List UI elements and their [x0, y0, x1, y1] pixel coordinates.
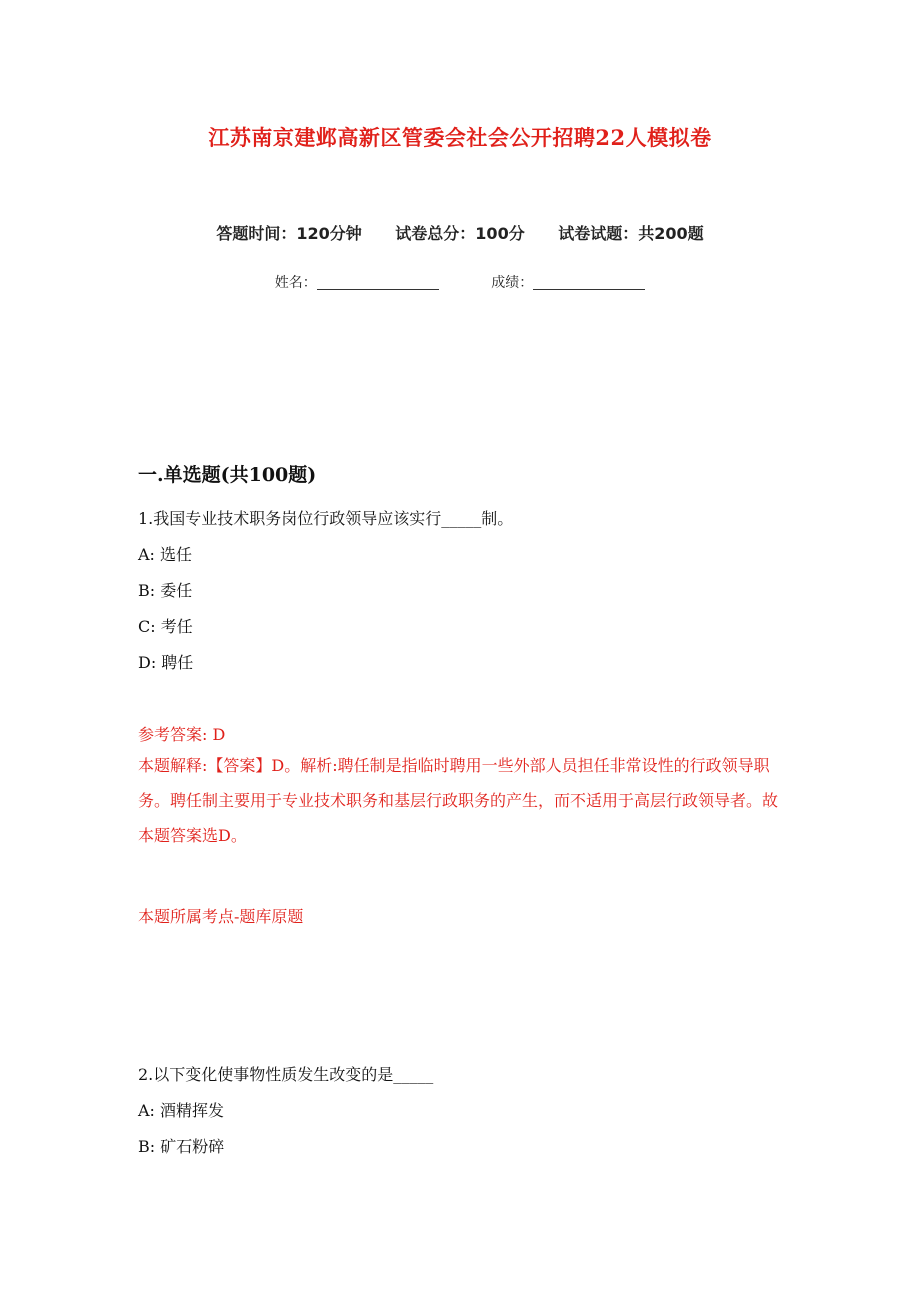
- question-1-option-a: A: 选任: [138, 545, 193, 564]
- question-1-option-b: B: 委任: [138, 581, 193, 600]
- exam-meta: [0, 221, 920, 244]
- exam-total-score: 试卷总分：100分: [395, 224, 525, 243]
- question-2-stem: 2.以下变化使事物性质发生改变的是_____: [138, 1065, 434, 1084]
- score-blank-line: [533, 275, 645, 290]
- name-label: 姓名：: [274, 275, 317, 291]
- question-1-stem: 1.我国专业技术职务岗位行政领导应该实行_____制。: [138, 509, 514, 528]
- question-1-option-d: D: 聘任: [138, 653, 194, 672]
- question-1-option-c: C: 考任: [138, 617, 193, 636]
- section-heading: 一.单选题(共100题): [138, 464, 317, 486]
- question-2-option-b: B: 矿石粉碎: [138, 1137, 225, 1156]
- score-field: [491, 272, 645, 292]
- name-field: [275, 272, 439, 292]
- exam-title: 江苏南京建邺高新区管委会社会公开招聘22人模拟卷: [208, 125, 712, 150]
- question-1-source: 本题所属考点-题库原题: [138, 907, 304, 926]
- score-label: 成绩：: [491, 275, 534, 291]
- question-1-explanation: 本题解释:【答案】D。解析:聘任制是指临时聘用一些外部人员担任非常设性的行政领导职务。聘任制主要用于专业技术职务和基层行政职务的产生，而不适用于高层行政领导者。故本题答案选D。: [138, 756, 779, 845]
- candidate-fields: [0, 272, 920, 292]
- question-1-answer: 参考答案: D: [138, 725, 226, 744]
- exam-time: 答题时间：120分钟: [216, 224, 362, 243]
- question-2-option-a: A: 酒精挥发: [138, 1101, 225, 1120]
- name-blank-line: [317, 275, 439, 290]
- exam-question-count: 试卷试题：共200题: [558, 224, 704, 243]
